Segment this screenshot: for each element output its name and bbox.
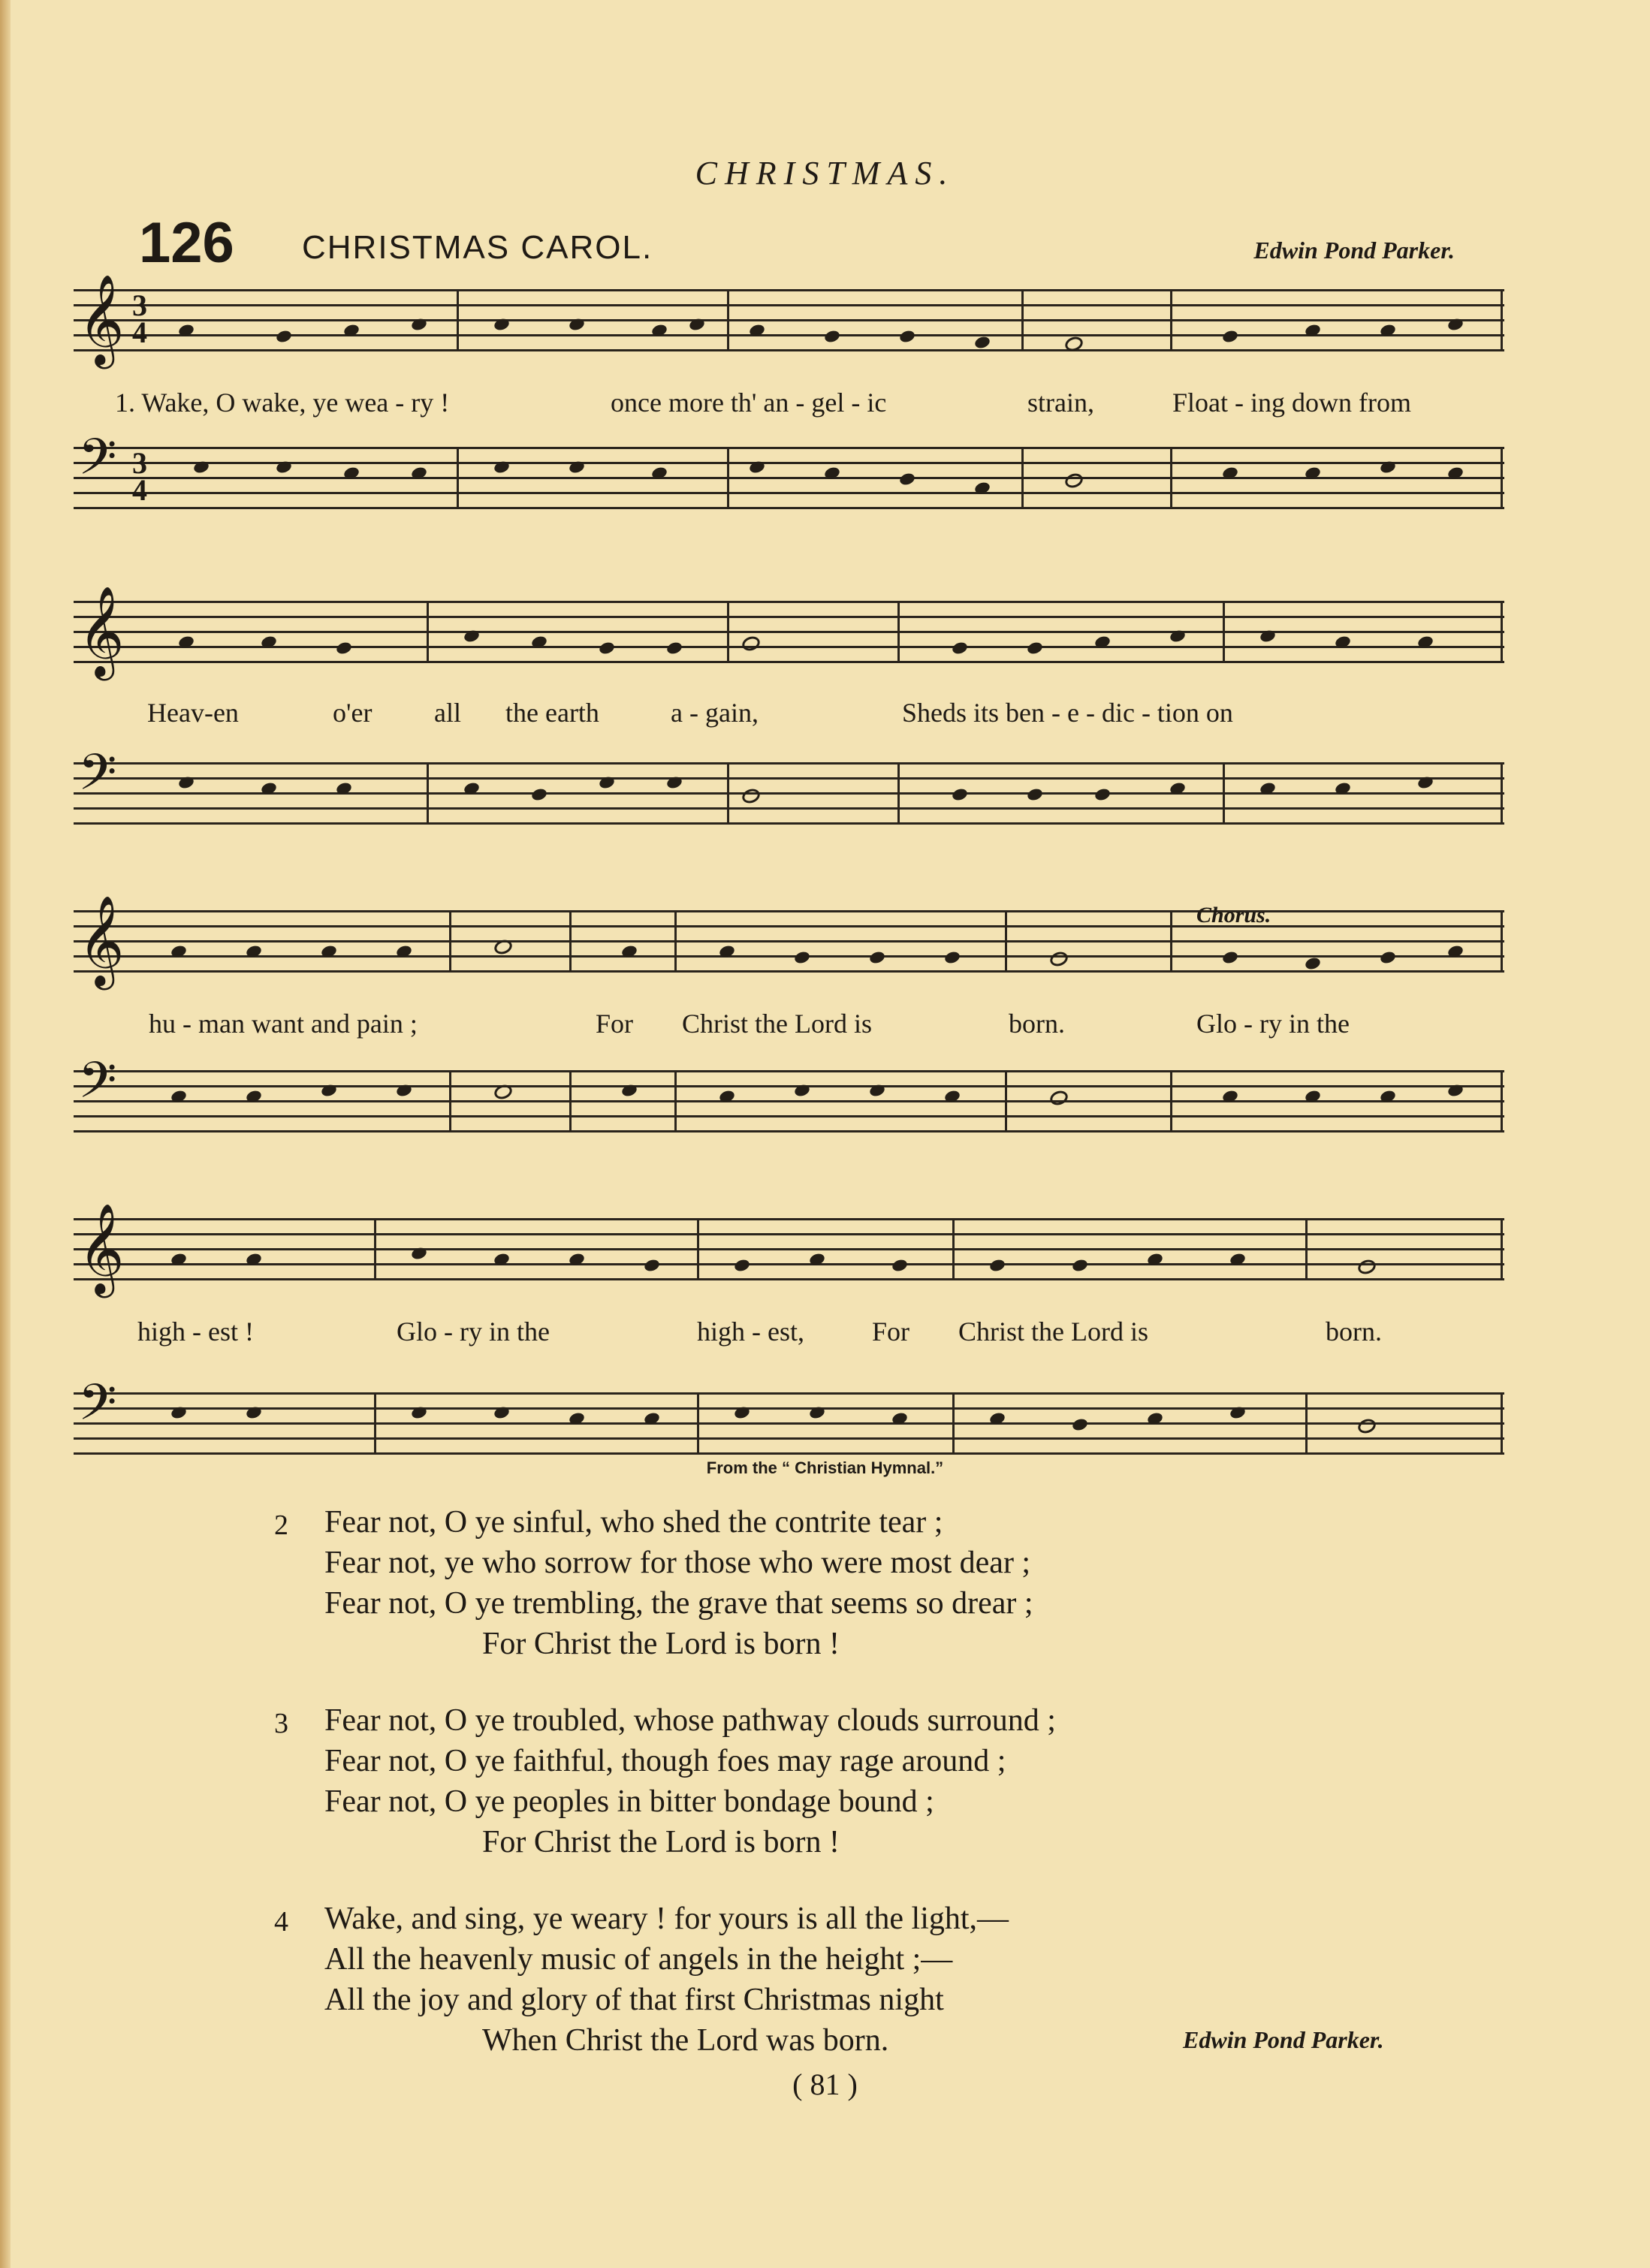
lyric-syllable: Christ the Lord is	[682, 1009, 872, 1039]
lyric-syllable: Glo - ry in the	[397, 1316, 550, 1347]
verse-3	[274, 1700, 1404, 1862]
lyric-syllable: born.	[1009, 1009, 1065, 1039]
lyric-syllable: For	[872, 1316, 910, 1347]
lyric-syllable: 1. Wake, O wake, ye wea - ry !	[115, 388, 450, 418]
hymn-title: CHRISTMAS CAROL.	[302, 229, 653, 266]
lyric-syllable: Christ the Lord is	[958, 1316, 1148, 1347]
bass-clef-icon: 𝄢	[78, 743, 117, 813]
lyric-syllable: high - est,	[697, 1316, 804, 1347]
lyric-syllable: hu - man want and pain ;	[149, 1009, 418, 1039]
treble-clef-icon: 𝄞	[78, 894, 125, 986]
verse-line: Fear not, O ye peoples in bitter bondage bound ;	[324, 1784, 934, 1819]
lyric-syllable: a - gain,	[671, 698, 759, 728]
bass-staff	[74, 1051, 1504, 1138]
bass-staff	[74, 1374, 1504, 1460]
treble-clef-icon: 𝄞	[78, 273, 125, 365]
verse-2	[274, 1502, 1404, 1664]
treble-clef-icon: 𝄞	[78, 1202, 125, 1294]
lyric-syllable: born.	[1326, 1316, 1382, 1347]
verse-line: Wake, and sing, ye weary ! for yours is all the light,—	[324, 1902, 1009, 1936]
lyric-syllable: once more th' an - gel - ic	[611, 388, 887, 418]
closing-credit: Edwin Pond Parker.	[1183, 2026, 1384, 2053]
verse-line: Fear not, O ye trembling, the grave that seems so drear ;	[324, 1586, 1033, 1621]
lyric-syllable: For	[596, 1009, 634, 1039]
verse-line: Fear not, O ye troubled, whose pathway clouds surround ;	[324, 1703, 1056, 1738]
time-signature: 3 4	[132, 446, 147, 507]
treble-staff	[74, 273, 1504, 365]
lyric-syllable: Glo - ry in the	[1196, 1009, 1350, 1039]
verse-number: 3	[274, 1708, 288, 1739]
lyric-syllable: Heav-en	[147, 698, 239, 728]
section-heading: CHRISTMAS.	[695, 155, 955, 192]
verse-line: All the joy and glory of that first Christmas night	[324, 1983, 944, 2017]
music-system-2	[74, 585, 1504, 856]
verse-line: All the heavenly music of angels in the height ;—	[324, 1942, 953, 1977]
music-system-1	[74, 273, 1504, 544]
verse-line: Fear not, O ye sinful, who shed the contrite tear ;	[324, 1505, 943, 1540]
bass-clef-icon: 𝄢	[78, 428, 117, 498]
lyric-syllable: Float - ing down from	[1172, 388, 1411, 418]
treble-staff	[74, 894, 1504, 986]
lyric-syllable: Sheds its ben - e - dic - tion on	[902, 698, 1233, 728]
music-system-3	[74, 894, 1504, 1166]
verse-number: 2	[274, 1509, 288, 1541]
verse-line: Fear not, O ye faithful, though foes may rage around ;	[324, 1744, 1006, 1778]
verse-line: Fear not, ye who sorrow for those who were most dear ;	[324, 1546, 1031, 1580]
lyric-syllable: strain,	[1027, 388, 1094, 418]
bass-clef-icon: 𝄢	[78, 1051, 117, 1121]
lyric-syllable: high - est !	[137, 1316, 254, 1347]
chorus-label: Chorus.	[1196, 903, 1271, 927]
music-system-4	[74, 1202, 1504, 1473]
source-note: From the “ Christian Hymnal.”	[706, 1458, 944, 1477]
composer-credit: Edwin Pond Parker.	[1253, 237, 1455, 264]
hymn-number: 126	[139, 211, 234, 275]
page-edge	[0, 0, 11, 2268]
verse-number: 4	[274, 1906, 288, 1938]
verses	[274, 1502, 1404, 2097]
treble-clef-icon: 𝄞	[78, 585, 125, 677]
verse-line: For Christ the Lord is born !	[482, 1825, 840, 1859]
lyric-syllable: the earth	[505, 698, 599, 728]
bass-staff	[74, 428, 1504, 514]
verse-line: For Christ the Lord is born !	[482, 1627, 840, 1661]
bass-clef-icon: 𝄢	[78, 1374, 117, 1443]
verse-line: When Christ the Lord was born.	[482, 2023, 889, 2058]
time-signature: 3 4	[132, 288, 147, 349]
treble-staff	[74, 585, 1504, 677]
lyric-syllable: all	[434, 698, 461, 728]
treble-staff	[74, 1202, 1504, 1294]
lyric-syllable: o'er	[333, 698, 373, 728]
page-number: ( 81 )	[792, 2067, 858, 2101]
bass-staff	[74, 743, 1504, 830]
